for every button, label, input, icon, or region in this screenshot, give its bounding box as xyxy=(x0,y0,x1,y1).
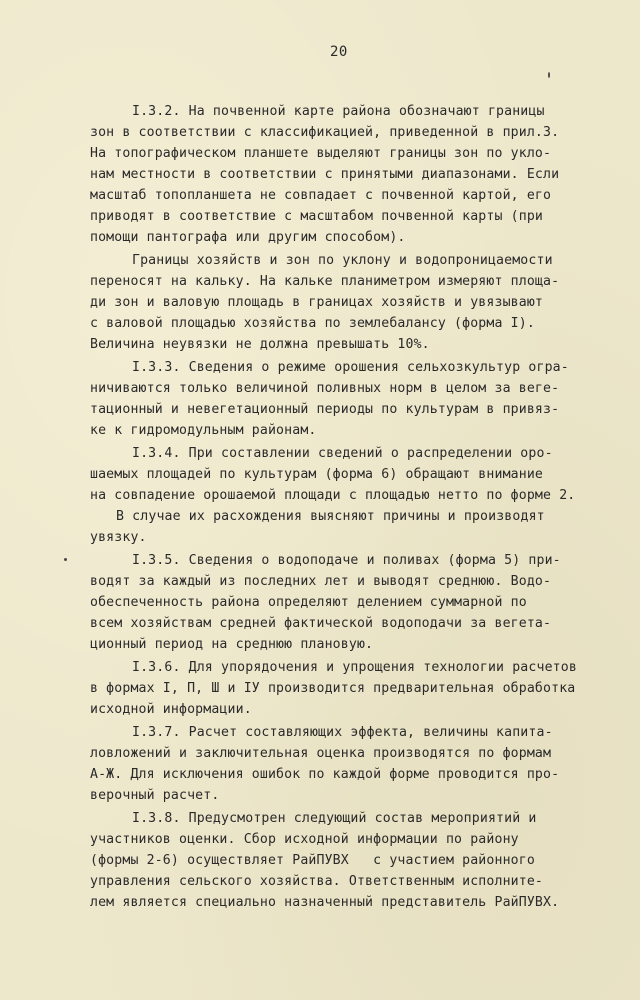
text-line: масштаб топопланшета не совпадает с почвенной картой, его xyxy=(90,188,552,203)
text-line: исходной информации. xyxy=(90,702,252,717)
text-line: зон в соответствии с классификацией, приведенной в прил.3. xyxy=(90,125,560,140)
text-line: I.3.8. Предусмотрен следующий состав мероприятий и xyxy=(132,811,537,826)
text-line: с валовой площадью хозяйства по землебалансу (форма I). xyxy=(90,316,535,331)
text-line: на совпадение орошаемой площади с площадью нетто по форме 2. xyxy=(90,488,576,503)
text-line: шаемых площадей по культурам (форма 6) обращают внимание xyxy=(90,467,544,482)
text-line: помощи пантографа или другим способом). xyxy=(90,230,406,245)
text-line: приводят в соответствие с масштабом почвенной карты (при xyxy=(90,209,544,224)
text-line: ке к гидромодульным районам. xyxy=(90,423,317,438)
text-line: переносят на кальку. На кальке планиметром измеряют площа- xyxy=(90,274,560,289)
text-line: (формы 2-6) осуществляет РайПУВХ с участием районного xyxy=(90,853,535,868)
text-line: всем хозяйствам средней фактической водоподачи за вегета- xyxy=(90,616,552,631)
text-line: управления сельского хозяйства. Ответственным исполните- xyxy=(90,874,544,889)
text-line: нам местности в соответствии с принятыми диапазонами. Если xyxy=(90,167,560,182)
text-line: В случае их расхождения выясняют причины и производят xyxy=(116,509,545,524)
text-line: Величина неувязки не должна превышать 10%. xyxy=(90,337,430,352)
page-number: 20 xyxy=(330,44,348,60)
text-line: I.3.6. Для упорядочения и упрощения технологии расчетов xyxy=(132,660,577,675)
text-line: I.3.4. При составлении сведений о распределении оро- xyxy=(132,446,553,461)
text-line: участников оценки. Сбор исходной информации по району xyxy=(90,832,519,847)
text-line: верочный расчет. xyxy=(90,788,220,803)
text-line: в формах I, П, Ш и IУ производится предварительная обработка xyxy=(90,681,576,696)
text-line: I.3.3. Сведения о режиме орошения сельхозкультур огра- xyxy=(132,360,569,375)
text-line: ничиваются только величиной поливных норм в целом за веге- xyxy=(90,381,560,396)
text-line: тационный и невегетационный периоды по культурам в привяз- xyxy=(90,402,560,417)
text-line: ционный период на среднюю плановую. xyxy=(90,637,374,652)
text-line: I.3.2. На почвенной карте района обозначают границы xyxy=(132,104,545,119)
text-line: А-Ж. Для исключения ошибок по каждой форме проводится про- xyxy=(90,767,560,782)
text-line: I.3.5. Сведения о водоподаче и поливах (форма 5) при- xyxy=(132,553,561,568)
text-line: ди зон и валовую площадь в границах хозяйств и увязывают xyxy=(90,295,544,310)
paper-speck xyxy=(64,558,67,561)
text-line: ловложений и заключительная оценка производятся по формам xyxy=(90,746,552,761)
text-line: Границы хозяйств и зон по уклону и водопроницаемости xyxy=(132,253,553,268)
text-line: водят за каждый из последних лет и выводят среднюю. Водо- xyxy=(90,574,552,589)
text-line: На топографическом планшете выделяют границы зон по укло- xyxy=(90,146,552,161)
text-line: I.3.7. Расчет составляющих эффекта, величины капита- xyxy=(132,725,553,740)
paper-speck xyxy=(548,72,550,78)
text-line: обеспеченность района определяют делением суммарной по xyxy=(90,595,527,610)
text-line: увязку. xyxy=(90,530,147,545)
text-line: лем является специально назначенный представитель РайПУВХ. xyxy=(90,895,560,910)
